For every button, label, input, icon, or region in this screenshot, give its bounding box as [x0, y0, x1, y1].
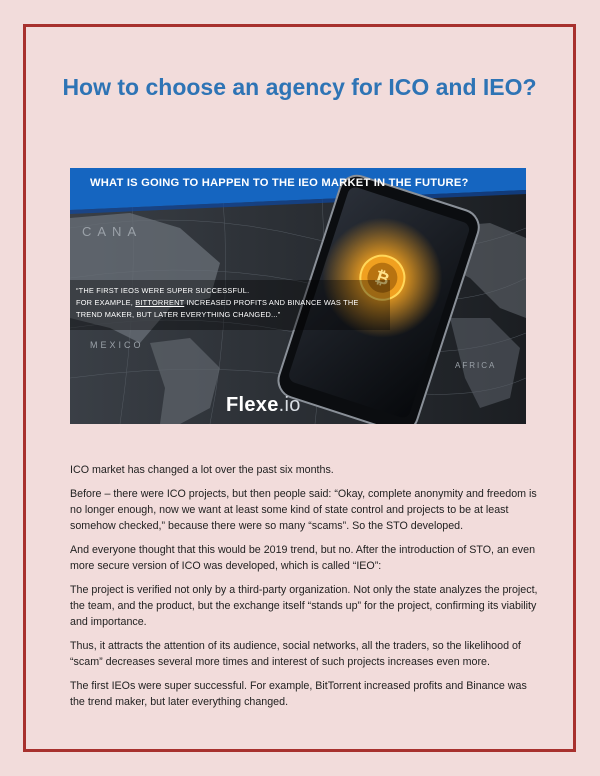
paragraph: ICO market has changed a lot over the past six months. — [70, 464, 334, 476]
svg-text:₿: ₿ — [372, 267, 392, 290]
hero-quote-line: “THE FIRST IEOS WERE SUPER SUCCESSFUL. — [76, 286, 250, 295]
map-label: CANA — [82, 224, 143, 239]
brand-name: Flexe — [226, 394, 279, 416]
paragraph: Before – there were ICO projects, but then people said: “Okay, complete anonymity and freedom is no longer enough, now we want at least some kind of state control and projects to be at least somehow checked,” because there were so many “scams”. So the STO developed. — [70, 488, 537, 532]
hero-quote-line: TREND MAKER, BUT LATER EVERYTHING CHANGED...” — [76, 310, 281, 319]
document-title: How to choose an agency for ICO and IEO? — [62, 74, 537, 100]
hero-image — [70, 168, 526, 424]
article-body — [70, 462, 540, 718]
hero-heading: WHAT IS GOING TO HAPPEN TO THE IEO MARKET IN THE FUTURE? — [90, 177, 469, 189]
hero-quote-line — [76, 297, 421, 309]
hero-quote-underlined: BITTORRENT — [135, 298, 185, 307]
map-label: AFRICA — [455, 361, 497, 370]
paragraph: The first IEOs were super successful. For example, BitTorrent increased profits and Binance was the trend maker, but later everything changed. — [70, 680, 527, 708]
paragraph: And everyone thought that this would be 2019 trend, but no. After the introduction of STO, an even more secure version of ICO was developed, which is called “IEO”: — [70, 544, 536, 572]
paragraph: The project is verified not only by a third-party organization. Not only the state analyzes the project, the team, and the product, but the exchange itself “stands up” for the project, confirming its viability and importance. — [70, 584, 538, 628]
map-label: MEXICO — [90, 340, 144, 350]
brand-logo — [226, 394, 301, 417]
hero-quote — [76, 285, 421, 321]
hero-quote-text: INCREASED PROFITS AND BINANCE WAS THE — [184, 298, 359, 307]
hero-quote-text: FOR EXAMPLE, — [76, 298, 136, 307]
brand-suffix: .io — [278, 394, 301, 416]
paragraph: Thus, it attracts the attention of its audience, social networks, all the traders, so the likelihood of “scam” decreases several more times and interest of such projects increases even more. — [70, 640, 521, 668]
